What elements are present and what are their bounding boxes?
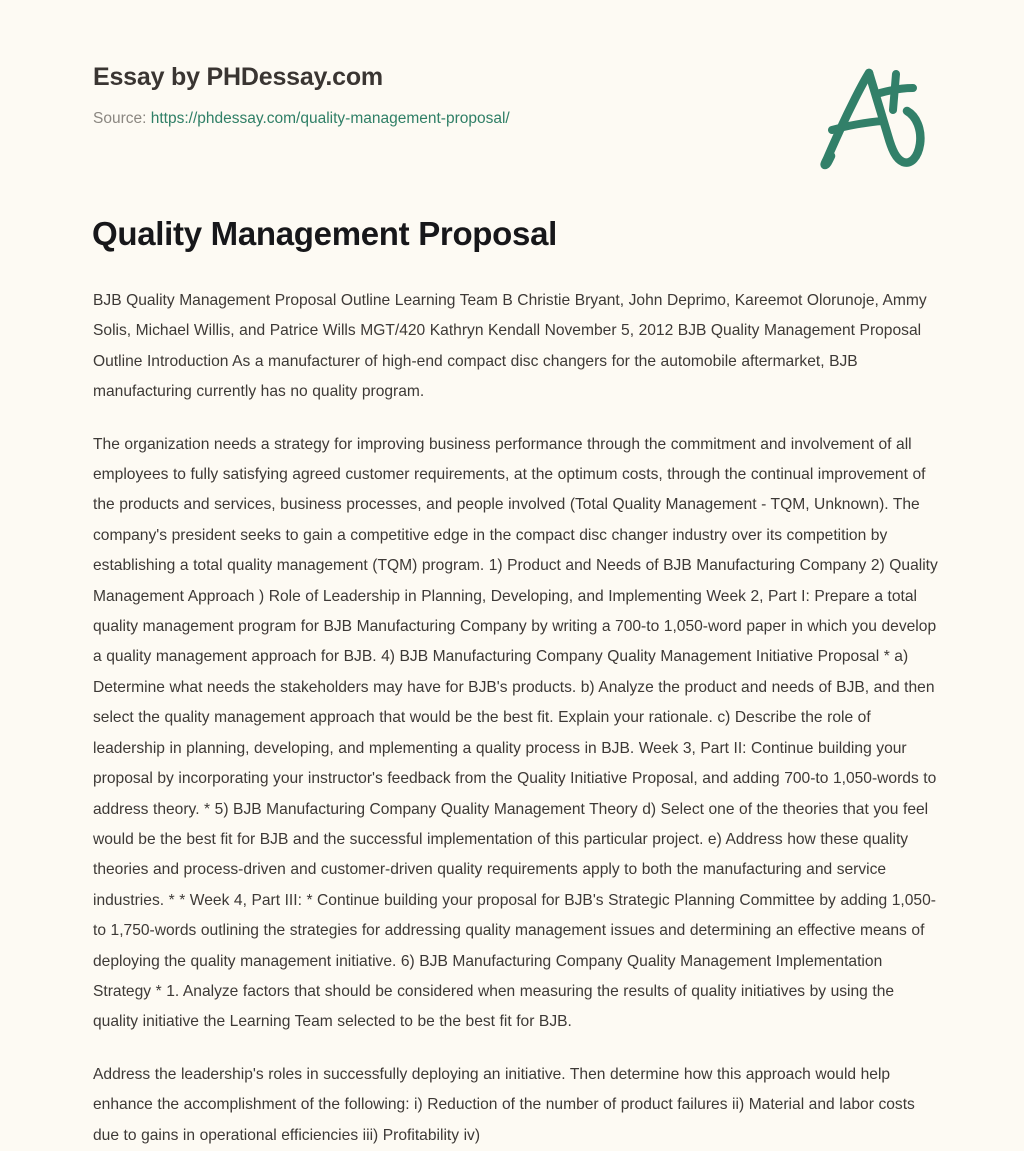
a-plus-logo-icon: [812, 64, 928, 172]
source-url-link[interactable]: https://phdessay.com/quality-management-proposal/: [150, 110, 510, 127]
essay-body: [93, 286, 938, 1151]
source-label: Source:: [93, 110, 147, 127]
paragraph: BJB Quality Management Proposal Outline Learning Team B Christie Bryant, John Deprimo, Kareemot Olorunoje, Ammy Solis, Michael Willis, and Patrice Wills MGT/420 Kathryn Kendall November 5, 2012 BJB Quality Management Proposal Outline Introduction As a manufacturer of high-end compact disc changers for the automobile aftermarket, BJB manufacturing currently has no quality program.: [93, 292, 927, 401]
paragraph: The organization needs a strategy for improving business performance through the commitment and involvement of all employees to fully satisfying agreed customer requirements, at the optimum costs, through the continual improvement of the products and services, business processes, and people involved (Total Quality Management - TQM, Unknown). The company's president seeks to gain a competitive edge in the compact disc changer industry over its competition by establishing a total quality management (TQM) program. 1) Product and Needs of BJB Manufacturing Company 2) Quality Management Approach ) Role of Leadership in Planning, Developing, and Implementing Week 2, Part I: Prepare a total quality management program for BJB Manufacturing Company by writing a 700-to 1,050-word paper in which you develop a quality management approach for BJB. 4) BJB Manufacturing Company Quality Management Initiative Proposal * a) Determine what needs the stakeholders may have for BJB's products. b) Analyze the product and needs of BJB, and then select the quality management approach that would be the best fit. Explain your rationale. c) Describe the role of leadership in planning, developing, and mplementing a quality process in BJB. Week 3, Part II: Continue building your proposal by incorporating your instructor's feedback from the Quality Initiative Proposal, and adding 700-to 1,050-words to address theory. * 5) BJB Manufacturing Company Quality Management Theory d) Select one of the theories that you feel would be the best fit for BJB and the successful implementation of this particular project. e) Address how these quality theories and process-driven and customer-driven quality requirements apply to both the manufacturing and service industries. * * Week 4, Part III: * Continue building your proposal for BJB's Strategic Planning Committee by adding 1,050-to 1,750-words outlining the strategies for addressing quality management issues and determining an effective means of deploying the quality management initiative. 6) BJB Manufacturing Company Quality Management Implementation Strategy * 1. Analyze factors that should be considered when measuring the results of quality initiatives by using the quality initiative the Learning Team selected to be the best fit for BJB.: [93, 435, 938, 1031]
brand-title: Essay by PHDessay.com: [93, 63, 383, 91]
paragraph: Address the leadership's roles in successfully deploying an initiative. Then determine how this approach would help enhance the accomplishment of the following: i) Reduction of the number of product failures ii) Material and labor costs due to gains in operational efficiencies iii) Profitability iv): [93, 1065, 915, 1144]
page-title: Quality Management Proposal: [92, 215, 558, 252]
